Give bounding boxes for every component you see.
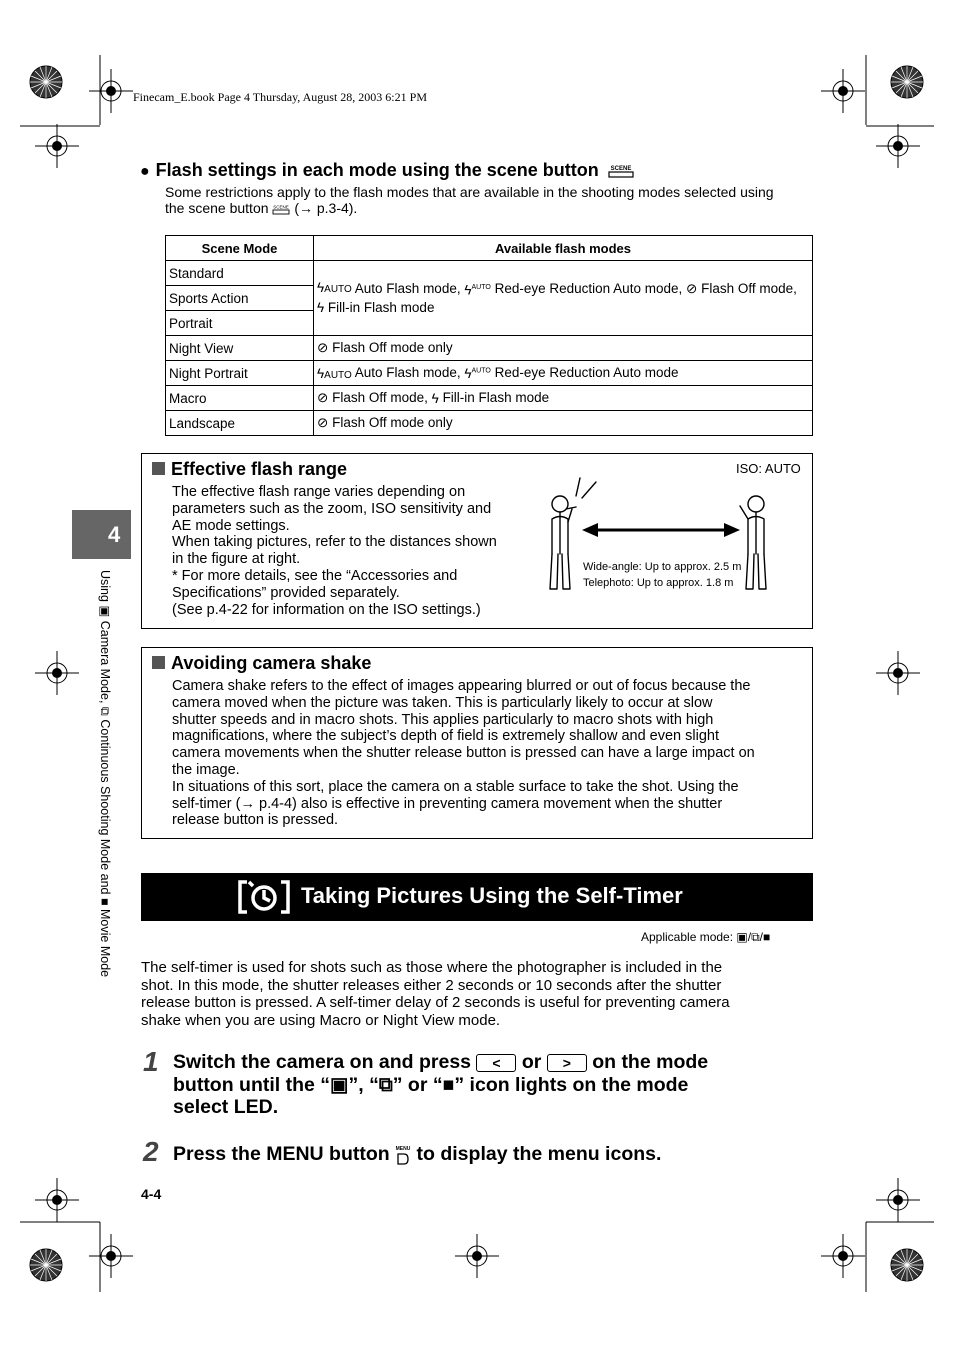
svg-text:SCENE: SCENE (610, 166, 632, 173)
table-header-row (166, 236, 813, 261)
range-line: AE mode settings. (172, 517, 290, 534)
table-row (166, 336, 813, 361)
flash-range-box (141, 453, 813, 629)
intro-line: shake when you are using Macro or Night View mode. (141, 1011, 501, 1029)
mode-standard: Standard (166, 261, 314, 286)
menu-button-icon (395, 1144, 411, 1166)
camera-icon: ▣ (98, 605, 112, 618)
flash-auto-icon: ϟAUTO (317, 279, 352, 295)
range-line: (See p.4-22 for information on the ISO settings.) (172, 601, 481, 618)
table-row (166, 261, 813, 286)
flash-off-icon: ⊘ (317, 390, 329, 406)
shake-line: camera movements when the shutter release button is pressed can have a large impact on (172, 745, 755, 762)
flash-range-title: Effective flash range (152, 459, 347, 480)
left-arrow-button: < (476, 1054, 516, 1072)
col-scene-mode: Scene Mode (166, 236, 314, 261)
chapter-tab (72, 510, 131, 559)
continuous-icon: ⧉ (751, 930, 760, 944)
wide-angle-range: Wide-angle: Up to approx. 2.5 m (583, 561, 742, 573)
desc-line-1: Some restrictions apply to the flash modes that are available in the shooting modes selected using (165, 184, 774, 200)
flash-modes-table (165, 235, 813, 436)
shake-line: self-timer (→ p.4-4) also is effective in preventing camera movement when the shutter (172, 795, 723, 812)
mode-macro: Macro (166, 386, 314, 411)
continuous-icon: ⧉ (378, 1073, 393, 1096)
intro-line: The self-timer is used for shots such as those where the photographer is included in the (141, 959, 723, 976)
flash-off-icon: ⊘ (317, 340, 329, 356)
range-line: When taking pictures, refer to the distances shown (172, 534, 497, 551)
mode-sports-action: Sports Action (166, 286, 314, 311)
iso-label: ISO: AUTO (736, 461, 801, 476)
movie-icon: ■ (98, 897, 112, 906)
flash-range-body (172, 484, 527, 618)
self-timer-banner (141, 873, 813, 921)
camera-icon: ▣ (330, 1073, 349, 1096)
right-arrow-button: > (547, 1054, 587, 1072)
fill-in-flash-icon: ϟ (317, 300, 325, 316)
redeye-auto-icon: $ϟ^{AUTO}$ (464, 282, 491, 298)
table-row (166, 386, 813, 411)
mode-landscape: Landscape (166, 411, 314, 436)
scene-button-icon (608, 164, 634, 178)
side-text-3: Continuous Shooting Mode and (98, 719, 112, 895)
night-view-flash: ⊘ Flash Off mode only (314, 336, 813, 361)
file-header: Finecam_E.book Page 4 Thursday, August 28, 2003 6:21 PM (133, 90, 427, 104)
side-text-1: Using (98, 570, 112, 602)
mode-night-portrait: Night Portrait (166, 361, 314, 386)
redeye-auto-icon: $ϟ^{AUTO}$ (464, 365, 491, 381)
page-number: 4-4 (141, 1186, 162, 1202)
range-line: in the figure at right. (172, 551, 301, 568)
shake-line: camera moved when the picture was taken. This is particularly likely to occur at slow (172, 694, 713, 711)
camera-shake-body (172, 678, 807, 829)
continuous-icon: ⧉ (98, 706, 112, 716)
flash-settings-description (165, 184, 815, 216)
chapter-side-text (97, 570, 113, 977)
side-text-4: Movie Mode (98, 909, 112, 978)
movie-icon: ■ (763, 930, 771, 944)
range-line: * For more details, see the “Accessories and (172, 567, 458, 584)
shake-line: In situations of this sort, place the camera on a stable surface to take the shot. Using the (172, 778, 739, 795)
col-available-flash: Available flash modes (314, 236, 813, 261)
flash-settings-heading (140, 160, 634, 181)
macro-flash: ⊘ Flash Off mode, ϟ Fill-in Flash mode (314, 386, 813, 411)
camera-shake-box (141, 647, 813, 839)
step-1-number: 1 (143, 1046, 159, 1077)
flash-off-icon: ⊘ (686, 280, 698, 296)
movie-icon: ■ (442, 1073, 455, 1096)
mode-portrait: Portrait (166, 311, 314, 336)
range-line: Specifications” provided separately. (172, 584, 400, 601)
chapter-number: 4 (108, 522, 121, 547)
telephoto-range: Telephoto: Up to approx. 1.8 m (583, 577, 734, 589)
flash-auto-icon: ϟAUTO (317, 365, 352, 381)
shake-line: Camera shake refers to the effect of images appearing blurred or out of focus because the (172, 678, 751, 694)
mode-night-view: Night View (166, 336, 314, 361)
intro-line: shot. In this mode, the shutter releases either 2 seconds or 10 seconds after the shutter (141, 976, 722, 994)
bullet: ● (140, 163, 150, 180)
landscape-flash: ⊘ Flash Off mode only (314, 411, 813, 436)
side-text-2: Camera Mode, (98, 620, 112, 704)
step-2-text: Press the MENU button MENU to display the menu icons. (173, 1143, 662, 1165)
scene-button-icon-small (272, 204, 290, 215)
step-2-number: 2 (143, 1136, 159, 1167)
flash-range-illustration (542, 474, 802, 624)
svg-text:SCENE: SCENE (273, 204, 290, 210)
fill-in-flash-icon: ϟ (431, 390, 439, 406)
shake-line: shutter speeds and in macro shots. This applies particularly to macro shots with high (172, 711, 714, 728)
table-row (166, 411, 813, 436)
range-line: parameters such as the zoom, ISO sensitivity and (172, 500, 492, 517)
night-portrait-flash: ϟAUTO Auto Flash mode, $ϟ^{AUTO}$ Red-eye Reduction Auto mode (314, 361, 813, 386)
intro-line: release button is pressed. A self-timer delay of 2 seconds is useful for preventing camera (141, 994, 730, 1011)
svg-text:MENU: MENU (395, 1145, 411, 1152)
table-row (166, 361, 813, 386)
range-line: The effective flash range varies depending on (172, 484, 466, 500)
shake-line: release button is pressed. (172, 812, 339, 829)
camera-icon: ▣ (736, 930, 748, 944)
shake-line: magnifications, where the subject’s depth of field is extremely shallow and even slight (172, 728, 719, 745)
shake-line: the image. (172, 761, 240, 778)
applicable-mode: Applicable mode: ▣/⧉/■ (641, 930, 771, 944)
square-bullet-icon (152, 462, 165, 475)
flash-off-icon: ⊘ (317, 415, 329, 431)
square-bullet-icon (152, 656, 165, 669)
self-timer-icon (237, 879, 291, 915)
desc-line-2b: (→ p.3-4). (294, 200, 358, 216)
self-timer-intro (141, 959, 813, 1029)
desc-line-2a: the scene button (165, 200, 269, 216)
camera-shake-title: Avoiding camera shake (152, 653, 371, 674)
step-1-text: Switch the camera on and press < or > on the mode button until the “▣”, “⧉” or “■” icon lights on the mode select LED. (173, 1051, 709, 1118)
group-flash-modes: ϟAUTO Auto Flash mode, $ϟ^{AUTO}$ Red-eye Reduction Auto mode, ⊘ Flash Off mode, ϟ Fill-in Flash mode (314, 261, 813, 336)
self-timer-title: Taking Pictures Using the Self-Timer (301, 883, 683, 908)
flash-settings-title: Flash settings in each mode using the scene button (155, 160, 599, 180)
